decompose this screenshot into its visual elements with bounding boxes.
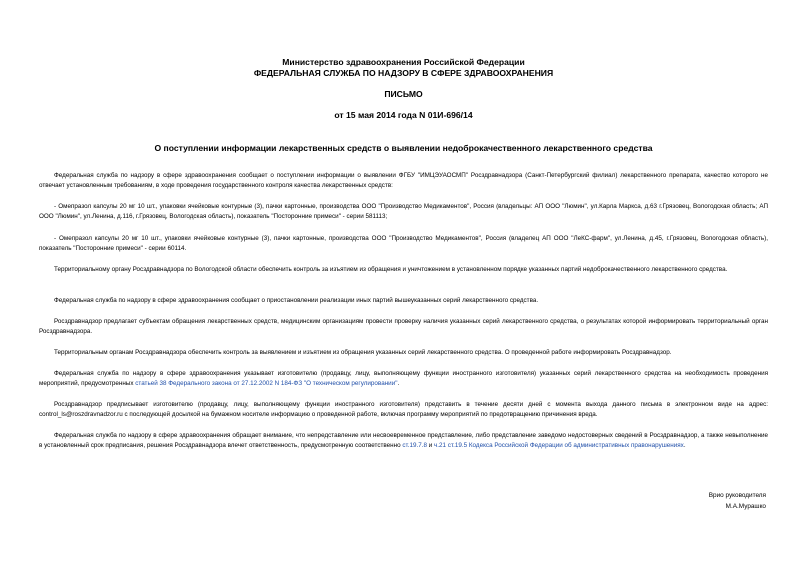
document-subject: О поступлении информации лекарственных средств о выявлении недоброкачественного лекарственного средства bbox=[154, 143, 653, 153]
federal-law-184-link[interactable]: статьей 38 Федерального закона от 27.12.2002 N 184-ФЗ "О техническом регулировании" bbox=[135, 380, 398, 388]
paragraph-5 bbox=[39, 296, 768, 306]
paragraph-9-text: Росздравнадзор предписывает изготовителю (продавцу, лицу, выполняющему функции иностранного изготовителя) представить в течение десяти дней с момента выхода данного письма в электронном виде на адрес: control_ls@roszdravnadzor.ru с последующей досылкой на бумажном носителе информацию о проведенной работе, включая программу мероприятий по предотвращению причинения вреда. bbox=[39, 401, 768, 419]
paragraph-4 bbox=[39, 265, 768, 275]
article-19-7-8-link[interactable]: ст.19.7.8 bbox=[402, 442, 427, 450]
paragraph-7 bbox=[39, 348, 768, 358]
paragraph-9 bbox=[39, 400, 768, 421]
paragraph-6-text: Росздравнадзор предлагает субъектам обращения лекарственных средств, медицинским организациям провести проверку наличия указанных серий лекарственного средства, о результатах которой информировать территориальный орган Росздравнадзора. bbox=[39, 318, 768, 336]
paragraph-7-text: Территориальным органам Росздравнадзора обеспечить контроль за выявлением и изъятием из обращения указанных серий лекарственного средства. О проведенной работе информировать Росздравнадзор. bbox=[54, 349, 672, 356]
document-type: ПИСЬМО bbox=[384, 89, 423, 99]
paragraph-8 bbox=[39, 369, 768, 390]
document-date-number: от 15 мая 2014 года N 01И-696/14 bbox=[334, 110, 473, 120]
paragraph-1-text: Федеральная служба по надзору в сфере здравоохранения сообщает о поступлении информации о выявлении ФГБУ "ИМЦЭУАОСМП" Росздравнадзора (Санкт-Петербургский филиал) лекарственного препарата, качество которого не отвечает установленным требованиям, в ходе проведения государственного контроля качества лекарственных средств: bbox=[39, 172, 768, 190]
paragraph-3-text: - Омепразол капсулы 20 мг 10 шт., упаковки ячейковые контурные (3), пачки картонные, производства ООО "Производство Медикаментов", Россия (владелец АП ООО "ЛеКС-фарм", ул.Ленина, д.45, г.Грязовец, Вологодская область), показатель "Посторонние примеси" - серии 60114. bbox=[39, 235, 768, 253]
paragraph-8-text: Федеральная служба по надзору в сфере здравоохранения указывает изготовителю (продавцу, лицу, выполняющему функции иностранного изготовителя) указанных серий лекарственного средства на необходимость проведения мероприятий, предусмотренных bbox=[39, 370, 768, 388]
signatory-name: М.А.Мурашко bbox=[725, 503, 766, 510]
paragraph-1 bbox=[39, 171, 768, 192]
agency-name: ФЕДЕРАЛЬНАЯ СЛУЖБА ПО НАДЗОРУ В СФЕРЕ ЗДРАВООХРАНЕНИЯ bbox=[253, 68, 554, 78]
paragraph-10-end: . bbox=[683, 442, 686, 450]
paragraph-2-text: - Омепразол капсулы 20 мг 10 шт., упаковки ячейковые контурные (3), пачки картонные, производства ООО "Производство Медикаментов", Россия (владельцы: АП ООО "Люмин", ул.Карла Маркса, д.63 г.Грязовец, Вологодская область; АП ООО "Люмин", ул.Ленина, д.116, г.Грязовец, Вологодская область), показатель "Посторонние примеси" - серии 581113; bbox=[39, 203, 768, 221]
paragraph-3 bbox=[39, 234, 768, 255]
paragraph-10-text: Федеральная служба по надзору в сфере здравоохранения обращает внимание, что непредставление или несвоевременное представление, либо представление заведомо недостоверных сведений в Росздравнадзор, а также невыполнение в установленный срок предписания, решения Росздравнадзора влечет ответственность, предусмотренную соответственно bbox=[39, 432, 768, 450]
paragraph-10-conjunction: и bbox=[426, 442, 435, 450]
signatory-position: Врио руководителя bbox=[708, 492, 766, 499]
paragraph-5-text: Федеральная служба по надзору в сфере здравоохранения сообщает о приостановлении реализации иных партий вышеуказанных серий лекарственного средства. bbox=[54, 297, 539, 304]
ministry-name: Министерство здравоохранения Российской Федерации bbox=[282, 57, 525, 67]
paragraph-10 bbox=[39, 431, 768, 452]
paragraph-4-text: Территориальному органу Росздравнадзора по Вологодской области обеспечить контроль за изъятием из обращения и уничтожением в установленном порядке указанных партий недоброкачественного лекарственного средства. bbox=[54, 266, 728, 273]
paragraph-6 bbox=[39, 317, 768, 338]
paragraph-8-end: . bbox=[397, 380, 400, 388]
paragraph-2 bbox=[39, 202, 768, 223]
article-19-5-koap-link[interactable]: ч.21 ст.19.5 Кодекса Российской Федерации об административных правонарушениях bbox=[434, 442, 684, 450]
